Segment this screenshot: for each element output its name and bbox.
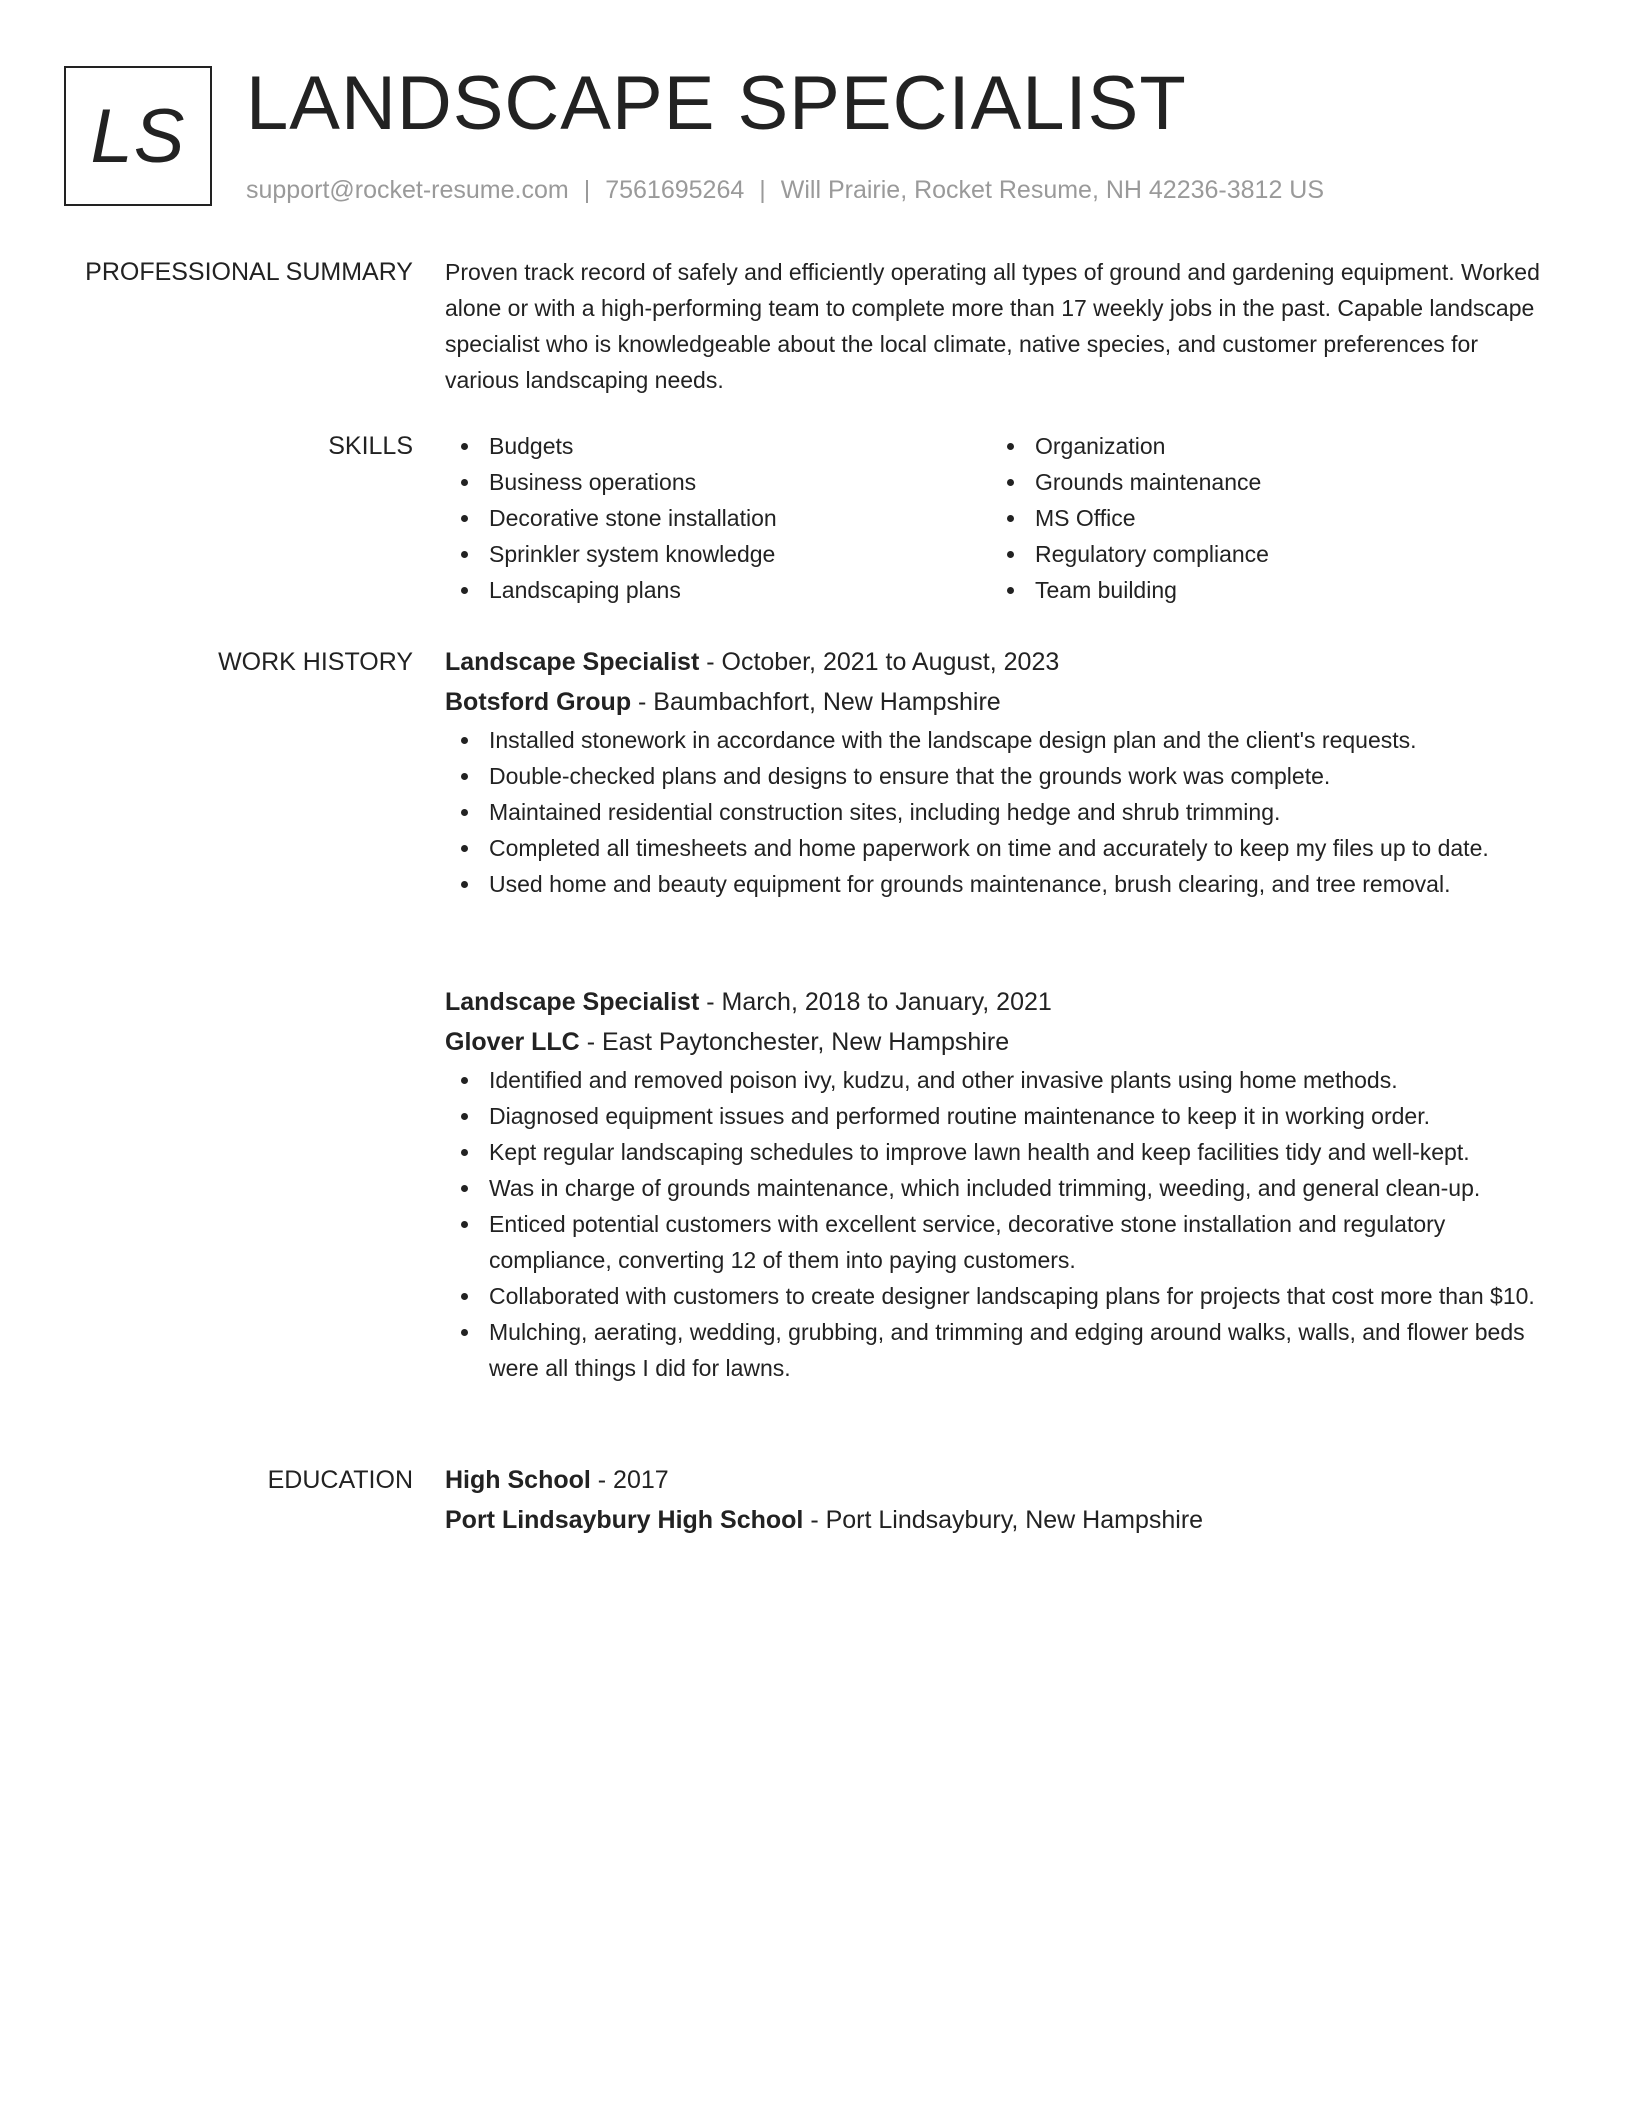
job-bullet: Identified and removed poison ivy, kudzu, and other invasive plants using home methods. (445, 1062, 1555, 1098)
job-title: Landscape Specialist (445, 988, 700, 1016)
job-bullet: Collaborated with customers to create designer landscaping plans for projects that cost more than $10. (445, 1278, 1555, 1314)
job-entry (445, 982, 1555, 1386)
education-location: - Port Lindsaybury, New Hampshire (803, 1506, 1204, 1534)
summary-heading: PROFESSIONAL SUMMARY (85, 258, 413, 286)
job-company: Botsford Group (445, 688, 632, 716)
skill-item: Landscaping plans (445, 572, 991, 608)
job-title-line (445, 982, 1555, 1022)
job-location: - Baumbachfort, New Hampshire (631, 688, 1001, 716)
summary-text: Proven track record of safely and efficiently operating all types of ground and gardening equipment. Worked alone or with a high-performing team to complete more than 17 weekly jobs in the past. Capable landscape specialist who is knowledgeable about the local climate, native species, and customer preferences for various landscaping needs. (445, 259, 1540, 393)
education-degree-line (445, 1460, 1555, 1500)
skills-list-right (991, 428, 1537, 608)
job-dates: - March, 2018 to January, 2021 (699, 988, 1052, 1016)
work-history-heading: WORK HISTORY (218, 648, 413, 676)
skills-list-left (445, 428, 991, 608)
job-bullet: Diagnosed equipment issues and performed routine maintenance to keep it in working order. (445, 1098, 1555, 1134)
skills-heading: SKILLS (328, 432, 413, 460)
education-school-line (445, 1500, 1555, 1540)
page-title: LANDSCAPE SPECIALIST (246, 61, 1187, 146)
job-bullet: Completed all timesheets and home paperwork on time and accurately to keep my files up to date. (445, 830, 1555, 866)
skill-item: MS Office (991, 500, 1537, 536)
job-company: Glover LLC (445, 1028, 580, 1056)
skill-item: Sprinkler system knowledge (445, 536, 991, 572)
skill-item: Budgets (445, 428, 991, 464)
skill-item: Business operations (445, 464, 991, 500)
skill-item: Decorative stone installation (445, 500, 991, 536)
job-bullet: Enticed potential customers with excellent service, decorative stone installation and regulatory compliance, converting 12 of them into paying customers. (445, 1206, 1555, 1278)
job-bullet: Maintained residential construction sites, including hedge and shrub trimming. (445, 794, 1555, 830)
job-company-line (445, 682, 1555, 722)
education-degree: High School (445, 1466, 591, 1494)
skill-item: Grounds maintenance (991, 464, 1537, 500)
job-bullet-list (445, 1062, 1555, 1386)
contact-line (246, 174, 1324, 206)
contact-phone: 7561695264 (605, 176, 745, 204)
skill-item: Organization (991, 428, 1537, 464)
job-bullet: Installed stonework in accordance with the landscape design plan and the client's requests. (445, 722, 1555, 758)
education-heading: EDUCATION (267, 1466, 413, 1494)
job-bullet: Double-checked plans and designs to ensure that the grounds work was complete. (445, 758, 1555, 794)
contact-address: Will Prairie, Rocket Resume, NH 42236-3812 US (780, 176, 1325, 204)
monogram-box (64, 66, 212, 206)
education-school: Port Lindsaybury High School (445, 1506, 804, 1534)
job-bullet-list (445, 722, 1555, 902)
education-year: - 2017 (590, 1466, 669, 1494)
skill-item: Team building (991, 572, 1537, 608)
education-entry (445, 1460, 1555, 1540)
job-company-line (445, 1022, 1555, 1062)
monogram-initials: LS (90, 93, 186, 179)
skill-item: Regulatory compliance (991, 536, 1537, 572)
job-location: - East Paytonchester, New Hampshire (579, 1028, 1010, 1056)
job-title-line (445, 642, 1555, 682)
job-title: Landscape Specialist (445, 648, 700, 676)
job-bullet: Mulching, aerating, wedding, grubbing, and trimming and edging around walks, walls, and flower beds were all things I did for lawns. (445, 1314, 1555, 1386)
summary-section (445, 254, 1555, 398)
job-bullet: Was in charge of grounds maintenance, which included trimming, weeding, and general clean-up. (445, 1170, 1555, 1206)
job-bullet: Kept regular landscaping schedules to improve lawn health and keep facilities tidy and well-kept. (445, 1134, 1555, 1170)
skills-section (445, 428, 1555, 608)
job-bullet: Used home and beauty equipment for grounds maintenance, brush clearing, and tree removal. (445, 866, 1555, 902)
job-entry (445, 642, 1555, 902)
contact-separator: | (759, 176, 766, 204)
contact-separator: | (583, 176, 591, 204)
contact-email: support@rocket-resume.com (246, 176, 569, 204)
job-dates: - October, 2021 to August, 2023 (699, 648, 1060, 676)
